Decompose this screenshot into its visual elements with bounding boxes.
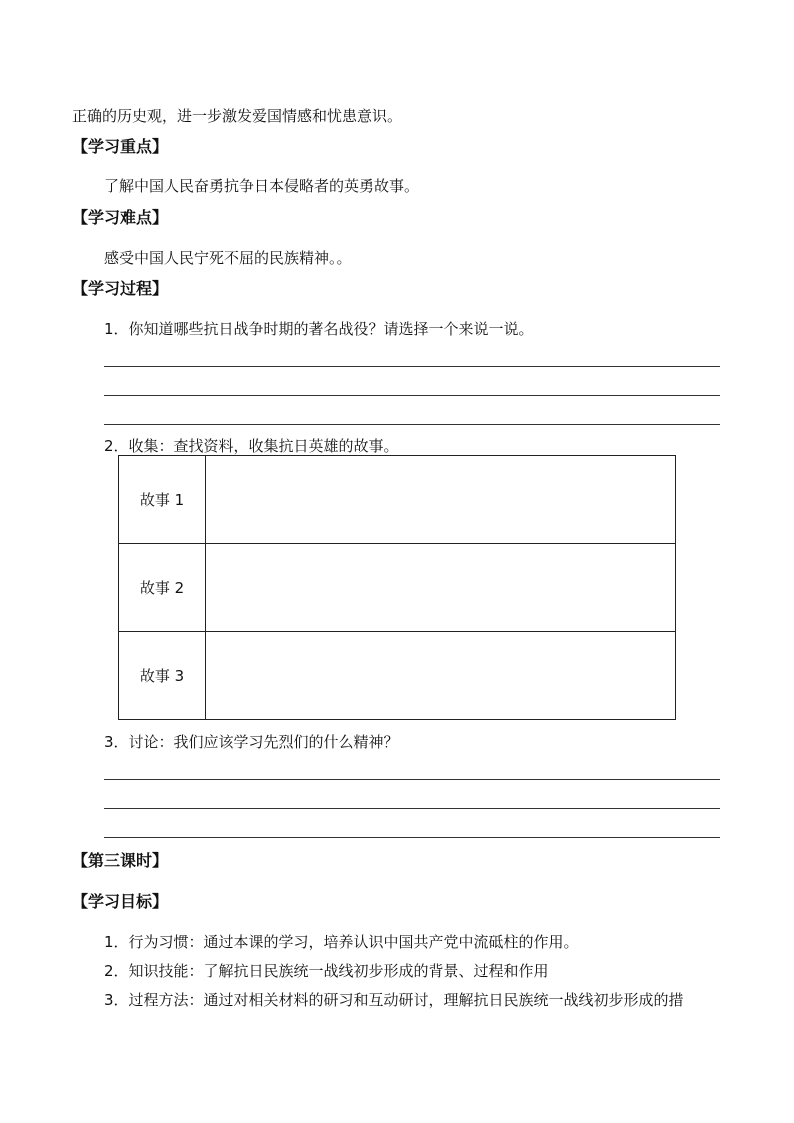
question-1: 1．你知道哪些抗日战争时期的著名战役？请选择一个来说一说。 bbox=[104, 320, 534, 338]
story-label: 故事 1 bbox=[119, 456, 206, 544]
question-2: 2．收集：查找资料，收集抗日英雄的故事。 bbox=[104, 437, 399, 455]
story-label: 故事 2 bbox=[119, 544, 206, 632]
answer-line[interactable] bbox=[104, 395, 720, 396]
answer-line[interactable] bbox=[104, 808, 720, 809]
goal-item: 2．知识技能：了解抗日民族统一战线初步形成的背景、过程和作用 bbox=[104, 962, 549, 980]
story-content-cell[interactable] bbox=[206, 544, 676, 632]
difficulty-text: 感受中国人民宁死不屈的民族精神。。 bbox=[104, 249, 352, 267]
answer-line[interactable] bbox=[104, 424, 720, 425]
answer-line[interactable] bbox=[104, 366, 720, 367]
focus-text: 了解中国人民奋勇抗争日本侵略者的英勇故事。 bbox=[104, 177, 420, 195]
table-row bbox=[119, 632, 676, 720]
table-row bbox=[119, 544, 676, 632]
answer-line[interactable] bbox=[104, 837, 720, 838]
goals-heading: 【学习目标】 bbox=[72, 892, 169, 911]
focus-heading: 【学习重点】 bbox=[72, 137, 169, 156]
story-content-cell[interactable] bbox=[206, 632, 676, 720]
difficulty-heading: 【学习难点】 bbox=[72, 208, 169, 227]
answer-line[interactable] bbox=[104, 779, 720, 780]
story-label: 故事 3 bbox=[119, 632, 206, 720]
table-row bbox=[119, 456, 676, 544]
story-content-cell[interactable] bbox=[206, 456, 676, 544]
process-heading: 【学习过程】 bbox=[72, 279, 169, 298]
lesson3-heading: 【第三课时】 bbox=[72, 851, 169, 870]
stories-table bbox=[118, 455, 676, 720]
intro-line: 正确的历史观，进一步激发爱国情感和忧患意识。 bbox=[72, 107, 403, 125]
goal-item: 3．过程方法：通过对相关材料的研习和互动研讨，理解抗日民族统一战线初步形成的措 bbox=[104, 991, 684, 1009]
question-3: 3．讨论：我们应该学习先烈们的什么精神？ bbox=[104, 733, 399, 751]
goal-item: 1．行为习惯：通过本课的学习，培养认识中国共产党中流砥柱的作用。 bbox=[104, 933, 579, 951]
